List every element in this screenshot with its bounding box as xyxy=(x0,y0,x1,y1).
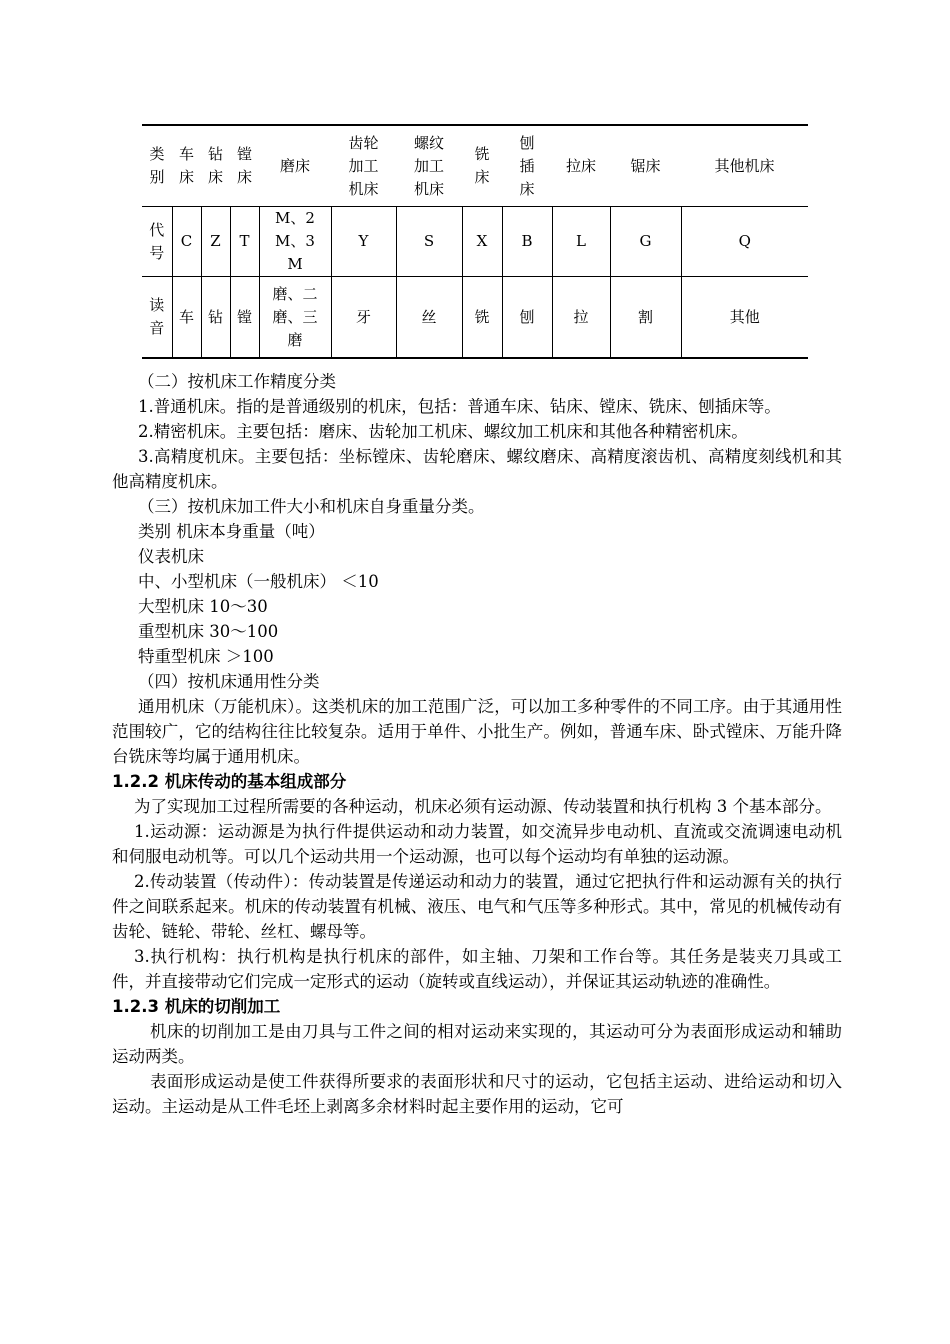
table-cell: S xyxy=(396,207,462,277)
table-cell: M、2M、3M xyxy=(259,207,331,277)
paragraph: 重型机床 30～100 xyxy=(138,622,279,641)
table-cell: 拉 xyxy=(552,277,610,359)
paragraph: 仪表机床 xyxy=(138,547,204,566)
table-cell: 镗床 xyxy=(236,145,252,186)
table-cell: B xyxy=(502,207,552,277)
table-cell: 磨床 xyxy=(279,156,310,175)
table-cell: X xyxy=(462,207,502,277)
table-cell: 车床 xyxy=(178,145,194,186)
paragraph: 1.普通机床。指的是普通级别的机床，包括：普通车床、钻床、镗床、铣床、刨插床等。 xyxy=(138,397,781,416)
table-cell: Z xyxy=(201,207,230,277)
table-cell: 拉床 xyxy=(565,156,596,175)
table-cell: 钻床 xyxy=(207,145,223,186)
table-cell: Y xyxy=(331,207,396,277)
table-cell: 其他 xyxy=(681,277,808,359)
paragraph: 大型机床 10～30 xyxy=(138,597,268,616)
paragraph: 2.精密机床。主要包括：磨床、齿轮加工机床、螺纹加工机床和其他各种精密机床。 xyxy=(138,422,748,441)
section-heading: 1.2.2 机床传动的基本组成部分 xyxy=(112,772,347,791)
paragraph: 表面形成运动是使工件获得所要求的表面形状和尺寸的运动，它包括主运动、进给运动和切入运动。主运动是从工件毛坯上剥离多余材料时起主要作用的运动，它可 xyxy=(112,1072,842,1116)
table-cell: 磨、二磨、三磨 xyxy=(259,277,331,359)
table-cell: 割 xyxy=(610,277,681,359)
body-text xyxy=(112,369,842,1119)
section-heading: 1.2.3 机床的切削加工 xyxy=(112,997,281,1016)
paragraph: 中、小型机床（一般机床） ＜10 xyxy=(138,572,379,591)
table-cell: 牙 xyxy=(331,277,396,359)
paragraph: 机床的切削加工是由刀具与工件之间的相对运动来实现的，其运动可分为表面形成运动和辅助运动两类。 xyxy=(112,1022,842,1066)
paragraph: 类别 机床本身重量（吨） xyxy=(138,522,325,541)
table-cell: 丝 xyxy=(396,277,462,359)
table-cell: 齿轮加工机床 xyxy=(348,133,379,198)
table-cell: 钻 xyxy=(201,277,230,359)
table-row xyxy=(142,277,808,359)
paragraph: （四）按机床通用性分类 xyxy=(138,672,320,691)
table-row xyxy=(142,207,808,277)
paragraph: 特重型机床 ＞100 xyxy=(138,647,274,666)
table-cell: T xyxy=(230,207,259,277)
paragraph: 2.传动装置（传动件）：传动装置是传递运动和动力的装置，通过它把执行件和运动源有关的执行件之间联系起来。机床的传动装置有机械、液压、电气和气压等多种形式。其中，常见的机械传动有齿轮、链轮、带轮、丝杠、螺母等。 xyxy=(112,872,842,941)
paragraph: 1.运动源：运动源是为执行件提供运动和动力装置，如交流异步电动机、直流或交流调速电动机和伺服电动机等。可以几个运动共用一个运动源，也可以每个运动均有单独的运动源。 xyxy=(112,822,842,866)
table-cell: 其他机床 xyxy=(714,156,775,175)
table-cell: G xyxy=(610,207,681,277)
table-cell: 镗 xyxy=(230,277,259,359)
table-cell: 铣 xyxy=(462,277,502,359)
table-cell: 铣床 xyxy=(474,145,490,186)
table-row xyxy=(142,125,808,207)
table-cell: 代号 xyxy=(142,207,172,277)
paragraph: 3.高精度机床。主要包括：坐标镗床、齿轮磨床、螺纹磨床、高精度滚齿机、高精度刻线机和其他高精度机床。 xyxy=(112,447,842,491)
table-cell: 读音 xyxy=(142,277,172,359)
paragraph: （二）按机床工作精度分类 xyxy=(138,372,336,391)
table-cell: Q xyxy=(681,207,808,277)
paragraph: 3.执行机构：执行机构是执行机床的部件，如主轴、刀架和工作台等。其任务是装夹刀具或工件，并直接带动它们完成一定形式的运动（旋转或直线运动），并保证其运动轨迹的准确性。 xyxy=(112,947,842,991)
machine-tool-code-table xyxy=(142,124,808,359)
paragraph: 通用机床（万能机床）。这类机床的加工范围广泛，可以加工多种零件的不同工序。由于其通用性范围较广，它的结构往往比较复杂。适用于单件、小批生产。例如，普通车床、卧式镗床、万能升降台铣床等均属于通用机床。 xyxy=(112,697,842,766)
table-cell: 类别 xyxy=(149,145,165,186)
table-cell: 车 xyxy=(172,277,201,359)
table-cell: C xyxy=(172,207,201,277)
paragraph: （三）按机床加工件大小和机床自身重量分类。 xyxy=(138,497,485,516)
paragraph: 为了实现加工过程所需要的各种运动，机床必须有运动源、传动装置和执行机构 3 个基本部分。 xyxy=(134,797,832,816)
table-cell: 螺纹加工机床 xyxy=(413,133,444,198)
table-cell: 刨 xyxy=(502,277,552,359)
table-cell: 刨插床 xyxy=(519,133,535,198)
table-cell: 锯床 xyxy=(630,156,661,175)
table-cell: L xyxy=(552,207,610,277)
